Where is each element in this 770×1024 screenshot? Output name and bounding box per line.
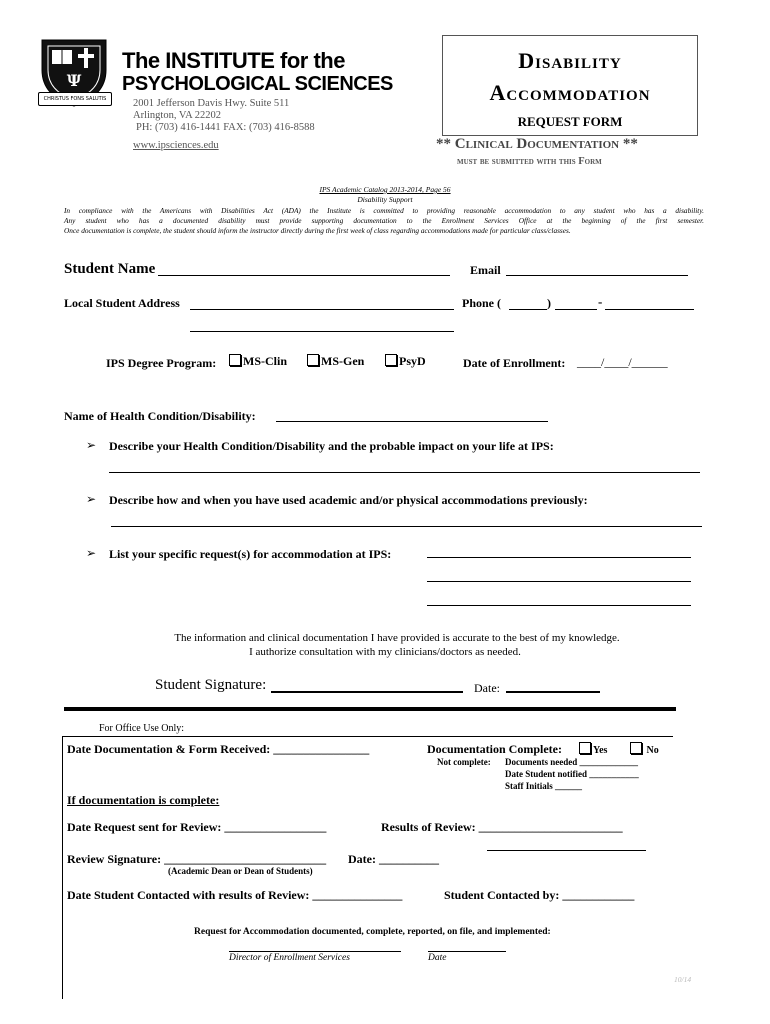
results-of-review-field-line2[interactable] bbox=[487, 850, 646, 851]
doc-complete-no[interactable] bbox=[630, 742, 659, 756]
ips-logo bbox=[36, 36, 112, 108]
documents-needed-field[interactable]: Documents needed _____________ bbox=[505, 757, 638, 767]
phone-prefix-field[interactable] bbox=[555, 309, 597, 310]
attestation-line1: The information and clinical documentation I have provided is accurate to the best of my knowledge. bbox=[174, 632, 620, 644]
intro-paragraph-2: Any student who has a documented disability must provide supporting documentation to the Enrollment Services Office at the beginning of the first semester. bbox=[64, 216, 704, 225]
address-line2: Arlington, VA 22202 bbox=[133, 110, 221, 121]
student-signature-label: Student Signature: bbox=[155, 677, 267, 693]
phone-area-code-field[interactable] bbox=[509, 309, 547, 310]
condition-name-label: Name of Health Condition/Disability: bbox=[64, 409, 256, 423]
question-specific-requests: List your specific request(s) for accommodation at IPS: bbox=[109, 547, 392, 561]
phone-fax: PH: (703) 416-1441 FAX: (703) 416-8588 bbox=[136, 122, 315, 133]
condition-name-field[interactable] bbox=[276, 421, 548, 422]
degree-program-label: IPS Degree Program: bbox=[106, 356, 217, 370]
disability-support-heading: Disability Support bbox=[357, 195, 413, 204]
logo-banner bbox=[38, 92, 112, 106]
question-previous-accommodations: Describe how and when you have used academic and/or physical accommodations previously: bbox=[109, 493, 588, 507]
office-use-heading: For Office Use Only: bbox=[99, 723, 185, 734]
yes-checkbox[interactable] bbox=[579, 742, 591, 754]
website-link[interactable]: www.ipsciences.edu bbox=[133, 140, 219, 151]
phone-dash: - bbox=[598, 294, 603, 309]
degree-option-psyd[interactable] bbox=[385, 354, 426, 369]
date-received-field[interactable]: Date Documentation & Form Received: ________________ bbox=[67, 742, 370, 756]
yes-label: Yes bbox=[593, 745, 608, 756]
signature-date-field[interactable] bbox=[506, 691, 600, 693]
psyd-label: PsyD bbox=[399, 354, 426, 368]
institute-name-line1: The INSTITUTE for the bbox=[122, 48, 345, 73]
review-date-field[interactable]: Date: __________ bbox=[348, 852, 439, 866]
student-signature-field[interactable] bbox=[271, 691, 463, 693]
director-date-field[interactable] bbox=[428, 951, 506, 952]
q3-bullet-icon: ➢ bbox=[86, 546, 97, 560]
no-label: No bbox=[646, 745, 659, 756]
ms-clin-label: MS-Clin bbox=[243, 354, 288, 368]
date-request-sent-field[interactable]: Date Request sent for Review: _________________ bbox=[67, 820, 327, 834]
institute-name-line2: PSYCHOLOGICAL SCIENCES bbox=[122, 73, 393, 95]
if-complete-heading: If documentation is complete: bbox=[67, 793, 220, 807]
health-impact-field[interactable] bbox=[109, 472, 700, 473]
ms-gen-checkbox[interactable] bbox=[307, 354, 319, 366]
local-address-label: Local Student Address bbox=[64, 296, 180, 310]
psyd-checkbox[interactable] bbox=[385, 354, 397, 366]
signature-date-label: Date: bbox=[474, 681, 500, 695]
not-complete-label: Not complete: bbox=[437, 757, 491, 767]
doc-complete-yes[interactable] bbox=[579, 742, 607, 756]
student-name-label: Student Name bbox=[64, 261, 156, 277]
title-box bbox=[442, 35, 698, 136]
ms-clin-checkbox[interactable] bbox=[229, 354, 241, 366]
director-date-label: Date bbox=[428, 953, 447, 963]
results-of-review-field[interactable]: Results of Review: ________________________ bbox=[381, 820, 623, 834]
previous-accommodations-field[interactable] bbox=[111, 526, 702, 527]
svg-text:Ψ: Ψ bbox=[66, 71, 82, 90]
title-request-form: REQUEST FORM bbox=[517, 114, 623, 129]
student-name-field[interactable] bbox=[158, 275, 450, 276]
degree-option-ms-gen[interactable] bbox=[307, 354, 364, 369]
request-documented-statement: Request for Accommodation documented, complete, reported, on file, and implemented: bbox=[194, 927, 551, 937]
director-signature-field[interactable] bbox=[229, 951, 401, 952]
specific-requests-field-2[interactable] bbox=[427, 581, 691, 582]
academic-dean-note: (Academic Dean or Dean of Students) bbox=[168, 866, 313, 876]
enrollment-date-field[interactable]: ____/____/______ bbox=[577, 355, 668, 369]
director-label: Director of Enrollment Services bbox=[229, 953, 350, 963]
date-notified-field[interactable]: Date Student notified ___________ bbox=[505, 769, 639, 779]
documentation-complete-label: Documentation Complete: bbox=[427, 742, 562, 756]
form-version-code: 10/14 bbox=[674, 975, 692, 984]
email-field[interactable] bbox=[506, 275, 688, 276]
student-contacted-by-field[interactable]: Student Contacted by: ____________ bbox=[444, 888, 635, 902]
clinical-documentation-sub: must be submitted with this Form bbox=[457, 156, 602, 167]
address-line1: 2001 Jefferson Davis Hwy. Suite 511 bbox=[133, 98, 290, 109]
attestation-line2: I authorize consultation with my clinicians/doctors as needed. bbox=[249, 646, 521, 658]
no-checkbox[interactable] bbox=[630, 742, 642, 754]
phone-number-field[interactable] bbox=[605, 309, 694, 310]
staff-initials-field[interactable]: Staff Initials ______ bbox=[505, 781, 583, 791]
section-divider bbox=[64, 707, 676, 711]
review-signature-field[interactable]: Review Signature: ___________________________ bbox=[67, 852, 327, 866]
ms-gen-label: MS-Gen bbox=[321, 354, 365, 368]
clinical-documentation-heading: ** Clinical Documentation ** bbox=[436, 136, 638, 152]
local-address-field[interactable] bbox=[190, 309, 454, 310]
degree-option-ms-clin[interactable] bbox=[229, 354, 287, 369]
specific-requests-field-3[interactable] bbox=[427, 605, 691, 606]
local-address-field-line2[interactable] bbox=[190, 331, 454, 332]
logo-motto: CHRISTUS FONS SALUTIS bbox=[43, 96, 107, 102]
q1-bullet-icon: ➢ bbox=[86, 438, 97, 452]
date-student-contacted-field[interactable]: Date Student Contacted with results of Review: _______________ bbox=[67, 888, 403, 902]
intro-paragraph-1: In compliance with the Americans with Disabilities Act (ADA) the Institute is committed to providing reasonable accommodation to any student who has a disability. bbox=[64, 206, 704, 215]
title-disability: Disability bbox=[518, 48, 622, 73]
catalog-reference: IPS Academic Catalog 2013-2014, Page 56 bbox=[319, 185, 451, 194]
question-health-impact: Describe your Health Condition/Disability and the probable impact on your life at IPS: bbox=[109, 439, 554, 453]
intro-paragraph-3: Once documentation is complete, the student should inform the instructor directly during the first week of class regarding accommodations made for particular class/classes. bbox=[64, 226, 571, 235]
enrollment-date-label: Date of Enrollment: bbox=[463, 356, 566, 370]
phone-label: Phone ( bbox=[462, 296, 501, 310]
q2-bullet-icon: ➢ bbox=[86, 492, 97, 506]
title-accommodation: Accommodation bbox=[489, 80, 651, 105]
phone-paren-close: ) bbox=[547, 296, 551, 310]
specific-requests-field-1[interactable] bbox=[427, 557, 691, 558]
email-label: Email bbox=[470, 263, 501, 277]
